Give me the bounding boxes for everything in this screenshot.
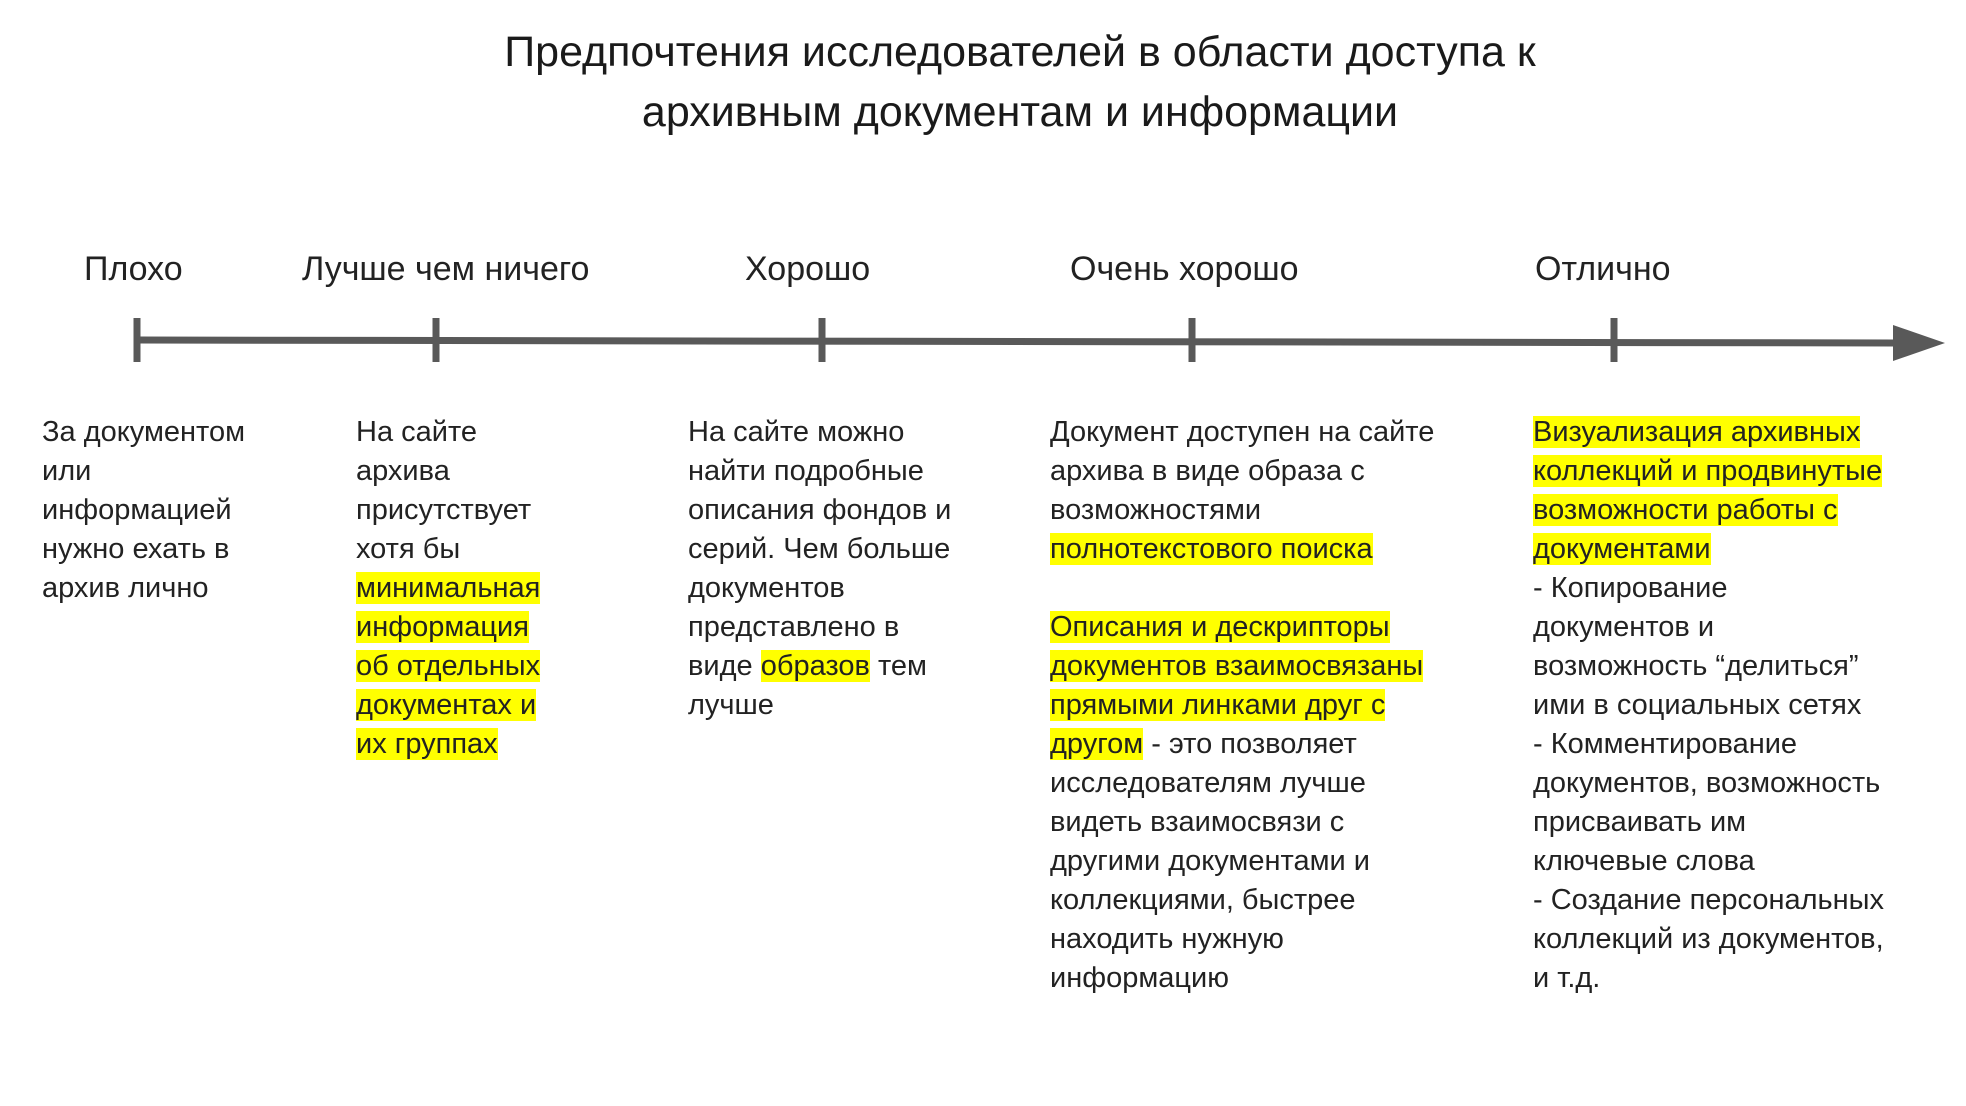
description-line <box>356 569 540 608</box>
description-text: хотя бы <box>356 533 461 565</box>
description-line <box>356 686 540 725</box>
description-text: или <box>42 455 92 487</box>
axis-line <box>137 340 1895 343</box>
description-line <box>356 608 540 647</box>
description-line <box>688 530 951 569</box>
description-line <box>688 647 951 686</box>
level-label-better-than-nothing: Лучше чем ничего <box>302 250 590 288</box>
description-line <box>1050 959 1434 998</box>
description-text: информацию <box>1050 962 1229 994</box>
description-line <box>688 686 951 725</box>
description-text: информацией <box>42 494 232 526</box>
title-line-1: Предпочтения исследователей в области доступа к <box>504 28 1536 76</box>
axis-arrowhead <box>1893 325 1945 361</box>
description-line <box>688 452 951 491</box>
description-line <box>1050 413 1434 452</box>
description-line <box>1533 764 1884 803</box>
description-line <box>42 530 245 569</box>
description-line <box>42 452 245 491</box>
description-line <box>1533 413 1884 452</box>
description-line <box>1533 647 1884 686</box>
highlighted-text: полнотекстового поиска <box>1050 533 1373 565</box>
description-line <box>356 725 540 764</box>
description-text: серий. Чем больше <box>688 533 951 565</box>
description-line <box>1533 881 1884 920</box>
description-text: другими документами и <box>1050 845 1370 877</box>
description-text: исследователям лучше <box>1050 767 1366 799</box>
description-line <box>1050 647 1434 686</box>
description-text: коллекций из документов, <box>1533 923 1884 955</box>
description-text: возможностями <box>1050 494 1262 526</box>
description-line <box>1533 803 1884 842</box>
description-text: нужно ехать в <box>42 533 230 565</box>
description-text: - Комментирование <box>1533 728 1798 760</box>
description-line <box>1050 491 1434 530</box>
description-line <box>42 491 245 530</box>
description-line <box>356 491 540 530</box>
description-text: архива в виде образа с <box>1050 455 1365 487</box>
description-line <box>688 491 951 530</box>
description-text: документов и <box>1533 611 1715 643</box>
description-line <box>1533 569 1884 608</box>
description-line <box>1050 530 1434 569</box>
description-line <box>1050 881 1434 920</box>
description-text: возможность “делиться” <box>1533 650 1859 682</box>
description-text: представлено в <box>688 611 900 643</box>
description-line <box>1533 959 1884 998</box>
highlighted-text: Визуализация архивных <box>1533 416 1861 448</box>
description-line <box>356 647 540 686</box>
level-label-excellent: Отлично <box>1535 250 1671 288</box>
highlighted-text: прямыми линками друг с <box>1050 689 1386 721</box>
description-line <box>1050 725 1434 764</box>
highlighted-text: документами <box>1533 533 1711 565</box>
description-line <box>1533 452 1884 491</box>
description-text: Документ доступен на сайте <box>1050 416 1435 448</box>
description-text: присутствует <box>356 494 532 526</box>
description-text: присваивать им <box>1533 806 1747 838</box>
description-line <box>688 608 951 647</box>
description-text: тем <box>869 650 927 682</box>
description-better-than-nothing <box>356 413 540 764</box>
description-line <box>1050 608 1434 647</box>
description-text: и т.д. <box>1533 962 1601 994</box>
highlighted-text: информация <box>356 611 529 643</box>
description-text: документов <box>688 572 845 604</box>
description-text: - это позволяет <box>1143 728 1357 760</box>
description-line <box>1533 725 1884 764</box>
description-line <box>1050 842 1434 881</box>
highlighted-text: документов взаимосвязаны <box>1050 650 1424 682</box>
description-text: ключевые слова <box>1533 845 1755 877</box>
description-line <box>1533 530 1884 569</box>
description-line <box>1050 764 1434 803</box>
description-line <box>688 413 951 452</box>
description-line <box>1050 920 1434 959</box>
description-text: На сайте можно <box>688 416 905 448</box>
paragraph-gap <box>1050 569 1434 608</box>
description-text: ими в социальных сетях <box>1533 689 1862 721</box>
description-line <box>1050 452 1434 491</box>
highlighted-text: возможности работы с <box>1533 494 1838 526</box>
description-text: документов, возможность <box>1533 767 1881 799</box>
description-line <box>1533 686 1884 725</box>
description-text: - Копирование <box>1533 572 1728 604</box>
description-line <box>42 413 245 452</box>
description-text: описания фондов и <box>688 494 952 526</box>
description-text: архив лично <box>42 572 209 604</box>
description-text: найти подробные <box>688 455 924 487</box>
description-line <box>1533 608 1884 647</box>
description-line <box>356 452 540 491</box>
description-very-good <box>1050 413 1434 998</box>
highlighted-text: другом <box>1050 728 1144 760</box>
description-line <box>356 530 540 569</box>
description-line <box>1533 920 1884 959</box>
level-label-poor: Плохо <box>84 250 183 288</box>
description-line <box>1050 803 1434 842</box>
description-text: виде <box>688 650 761 682</box>
description-poor <box>42 413 245 608</box>
highlighted-text: их группах <box>356 728 498 760</box>
level-label-good: Хорошо <box>745 250 871 288</box>
highlighted-text: Описания и дескрипторы <box>1050 611 1390 643</box>
description-line <box>42 569 245 608</box>
description-text: видеть взаимосвязи с <box>1050 806 1345 838</box>
description-line <box>1050 686 1434 725</box>
description-text: За документом <box>42 416 246 448</box>
description-text: На сайте <box>356 416 478 448</box>
level-label-very-good: Очень хорошо <box>1070 250 1299 288</box>
description-line <box>688 569 951 608</box>
description-text: лучше <box>688 689 774 721</box>
description-text: - Создание персональных <box>1533 884 1885 916</box>
title-line-2: архивным документам и информации <box>641 88 1399 136</box>
highlighted-text: документах и <box>356 689 537 721</box>
description-excellent <box>1533 413 1884 998</box>
description-line <box>1533 491 1884 530</box>
highlighted-text: коллекций и продвинутые <box>1533 455 1883 487</box>
description-good <box>688 413 951 725</box>
description-line <box>1533 842 1884 881</box>
description-text: архива <box>356 455 450 487</box>
highlighted-text: образов <box>760 650 870 682</box>
description-line <box>356 413 540 452</box>
highlighted-text: минимальная <box>356 572 541 604</box>
highlighted-text: об отдельных <box>356 650 541 682</box>
description-text: коллекциями, быстрее <box>1050 884 1356 916</box>
description-text: находить нужную <box>1050 923 1284 955</box>
